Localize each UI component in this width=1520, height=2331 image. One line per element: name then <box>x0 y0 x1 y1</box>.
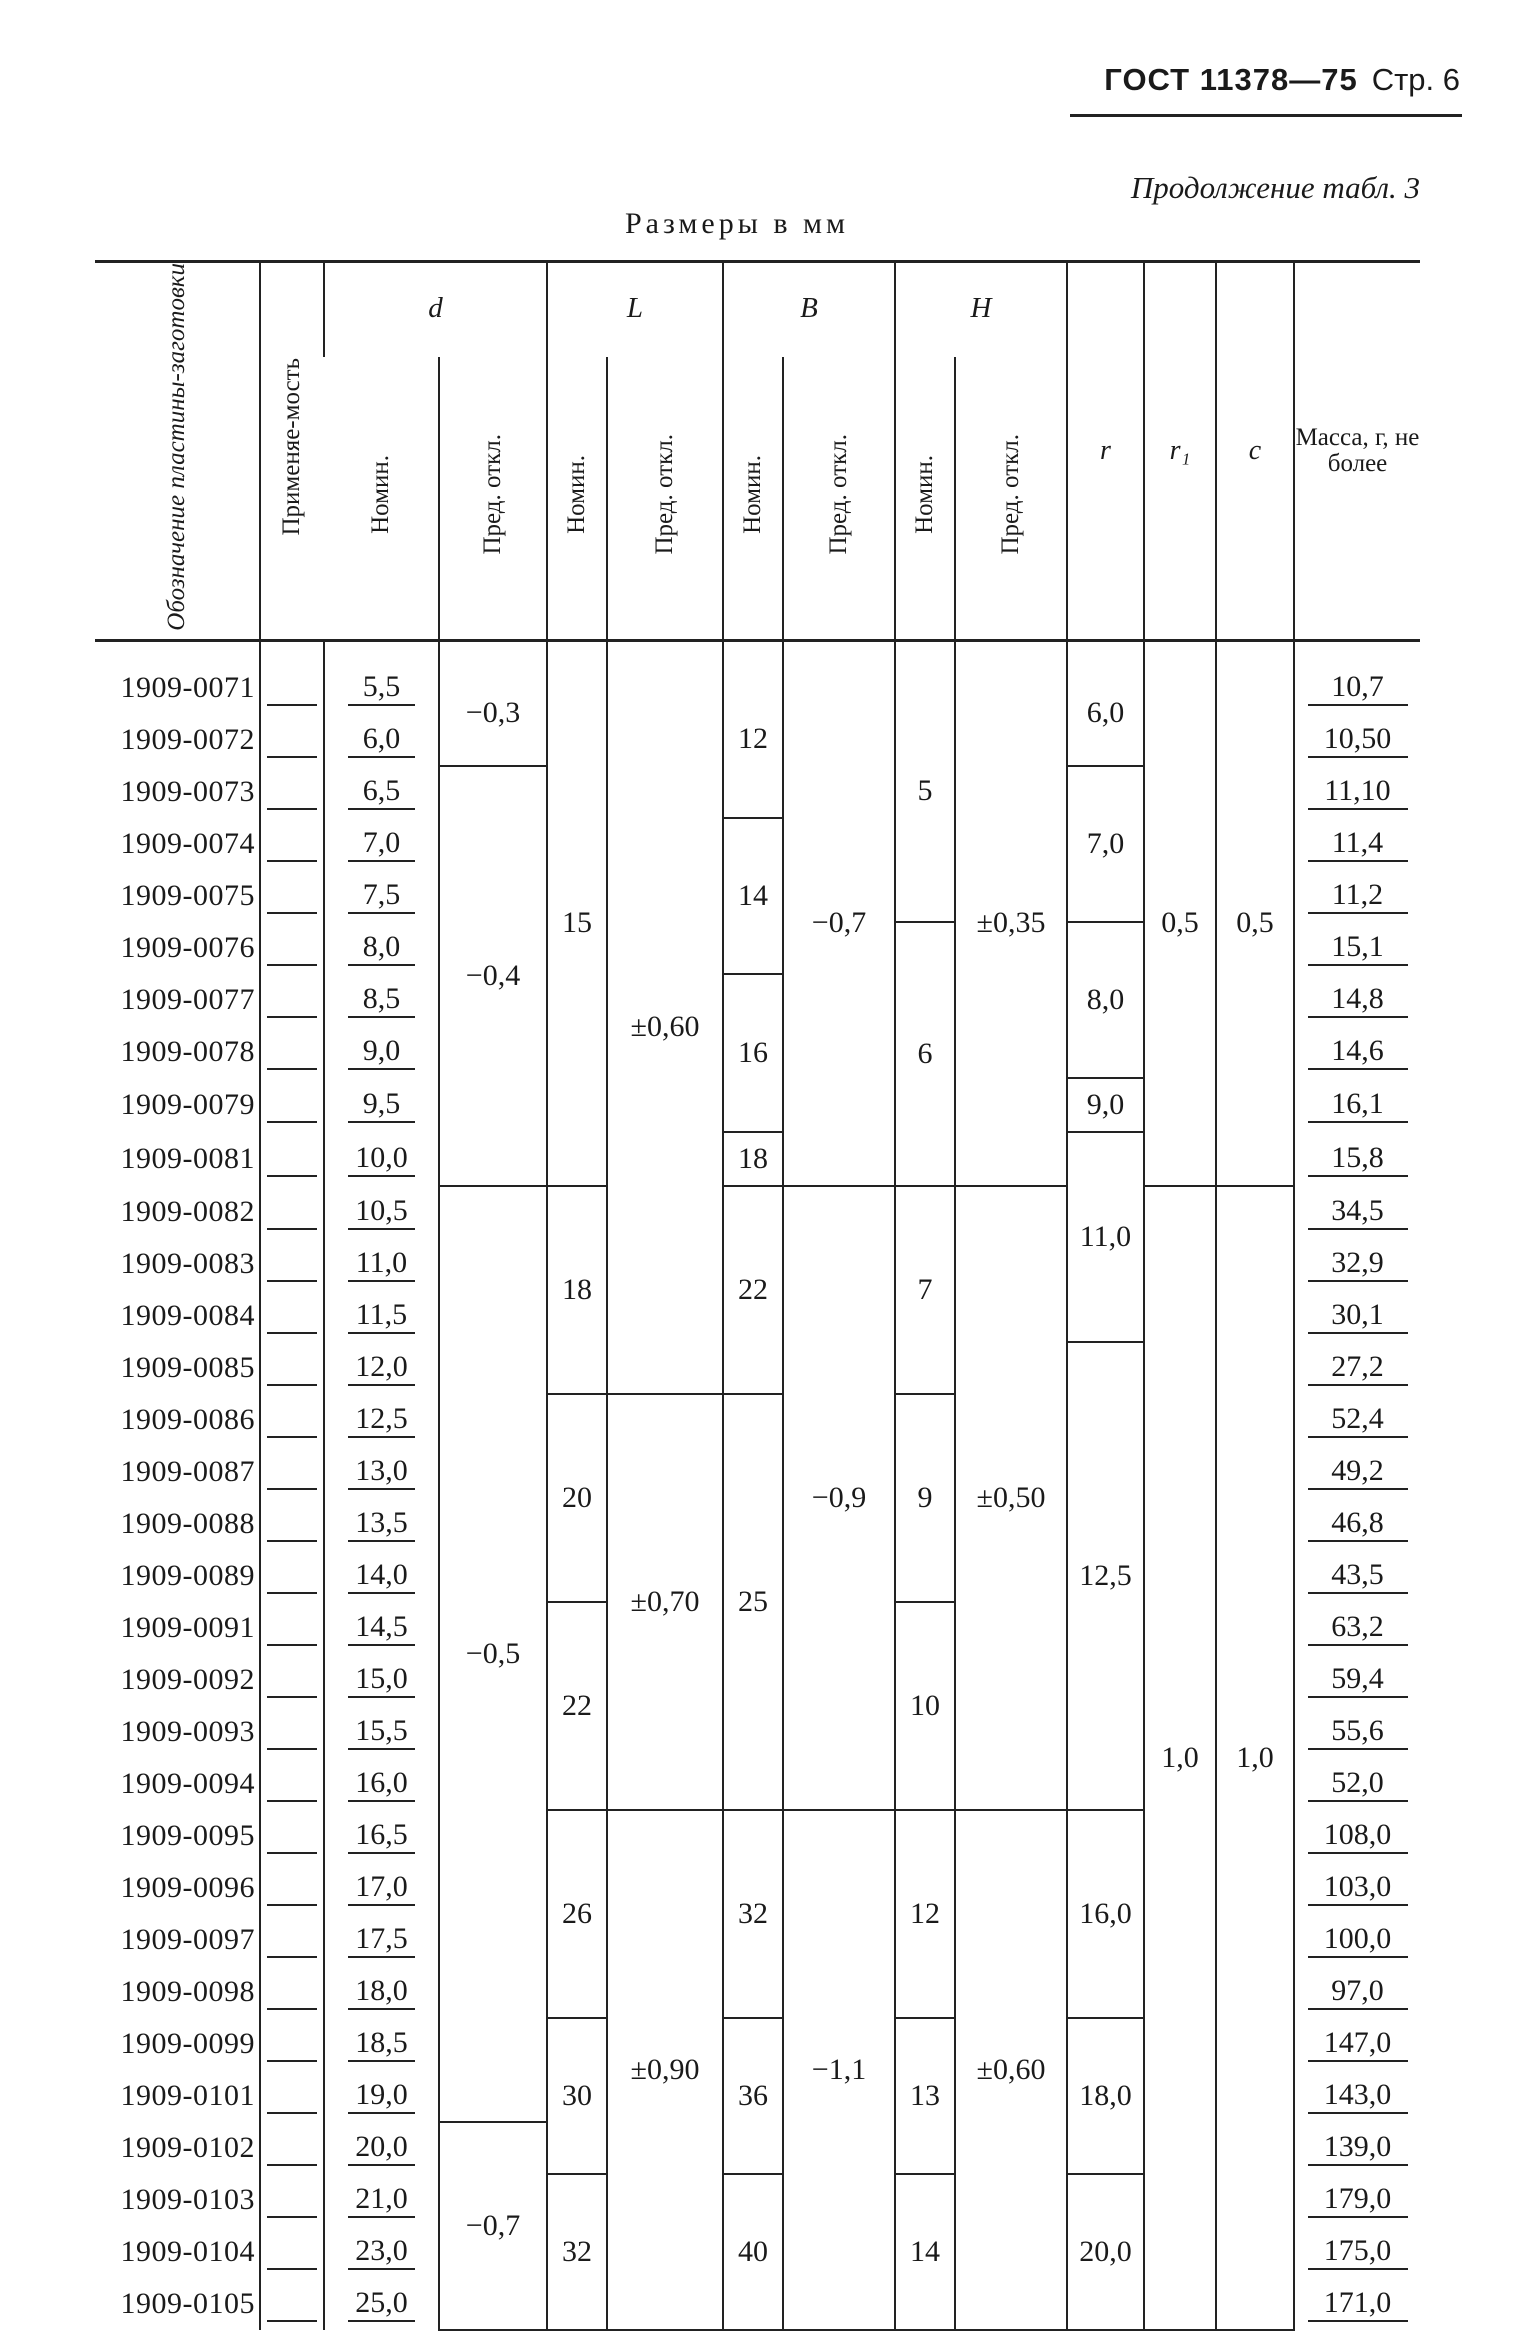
d-nominal-cell: 14,5 <box>324 1602 439 1654</box>
mass-cell: 175,0 <box>1294 2226 1420 2278</box>
d-nominal-cell: 20,0 <box>324 2122 439 2174</box>
applicability-cell <box>260 1026 324 1078</box>
applicability-cell <box>260 1654 324 1706</box>
mass-cell: 27,2 <box>1294 1342 1420 1394</box>
d-nominal-cell: 19,0 <box>324 2070 439 2122</box>
mass-cell: 11,10 <box>1294 766 1420 818</box>
units-caption: Размеры в мм <box>625 207 850 240</box>
mass-cell: 63,2 <box>1294 1602 1420 1654</box>
mass-cell: 59,4 <box>1294 1654 1420 1706</box>
col-L-header: L <box>547 262 723 358</box>
B-tol-cell: −1,1 <box>783 1810 895 2330</box>
mass-cell: 52,4 <box>1294 1394 1420 1446</box>
applicability-cell <box>260 1550 324 1602</box>
r-cell: 8,0 <box>1067 922 1144 1078</box>
mass-cell: 97,0 <box>1294 1966 1420 2018</box>
d-nominal-cell: 12,5 <box>324 1394 439 1446</box>
d-nominal-header: Номин. <box>324 357 439 640</box>
designation-cell: 1909-0104 <box>120 2234 255 2268</box>
d-nominal-cell: 18,5 <box>324 2018 439 2070</box>
col-H-header: H <box>895 262 1067 358</box>
d-nominal-cell: 6,0 <box>324 714 439 766</box>
r-cell: 12,5 <box>1067 1342 1144 1810</box>
designation-cell: 1909-0091 <box>120 1610 255 1644</box>
applicability-cell <box>260 714 324 766</box>
applicability-cell <box>260 1394 324 1446</box>
B-nom-cell: 25 <box>723 1394 783 1810</box>
mass-cell: 171,0 <box>1294 2278 1420 2330</box>
d-nominal-cell: 8,0 <box>324 922 439 974</box>
designation-cell: 1909-0085 <box>120 1350 255 1384</box>
applicability-cell <box>260 1966 324 2018</box>
d-nominal-cell: 17,0 <box>324 1862 439 1914</box>
header-rule <box>1070 114 1462 117</box>
r-cell: 9,0 <box>1067 1078 1144 1132</box>
applicability-cell <box>260 1810 324 1862</box>
designation-cell: 1909-0079 <box>120 1087 255 1121</box>
B-nom-cell: 14 <box>723 818 783 974</box>
L-nom-cell: 20 <box>547 1394 607 1602</box>
designation-cell: 1909-0084 <box>120 1298 255 1332</box>
designation-cell: 1909-0078 <box>120 1034 255 1068</box>
d-nominal-cell: 16,0 <box>324 1758 439 1810</box>
col-r1-header: r₁ <box>1144 262 1216 641</box>
H-nom-cell: 9 <box>895 1394 955 1602</box>
r-cell: 20,0 <box>1067 2174 1144 2330</box>
designation-cell: 1909-0105 <box>120 2286 255 2320</box>
B-nom-cell: 22 <box>723 1186 783 1394</box>
B-tolerance-header: Пред. откл. <box>783 357 895 640</box>
d-nominal-cell: 15,5 <box>324 1706 439 1758</box>
d-nominal-cell: 15,0 <box>324 1654 439 1706</box>
mass-cell: 15,1 <box>1294 922 1420 974</box>
mass-cell: 43,5 <box>1294 1550 1420 1602</box>
c-cell: 0,5 <box>1216 640 1294 1186</box>
L-tolerance-header: Пред. откл. <box>607 357 723 640</box>
applicability-cell <box>260 1078 324 1132</box>
d-nominal-cell: 10,0 <box>324 1132 439 1186</box>
r-cell: 7,0 <box>1067 766 1144 922</box>
d-nominal-cell: 5,5 <box>324 640 439 714</box>
document-code: ГОСТ 11378—75 <box>1104 62 1358 97</box>
d-nominal-cell: 11,0 <box>324 1238 439 1290</box>
applicability-cell <box>260 2018 324 2070</box>
B-nom-cell: 16 <box>723 974 783 1132</box>
B-nom-cell: 32 <box>723 1810 783 2018</box>
H-nom-cell: 5 <box>895 640 955 922</box>
L-nom-cell: 30 <box>547 2018 607 2174</box>
applicability-cell <box>260 2070 324 2122</box>
r-cell: 11,0 <box>1067 1132 1144 1342</box>
c-cell: 1,0 <box>1216 1186 1294 2330</box>
d-nominal-cell: 10,5 <box>324 1186 439 1238</box>
mass-cell: 10,50 <box>1294 714 1420 766</box>
L-nom-cell: 22 <box>547 1602 607 1810</box>
page-header <box>1104 62 1460 98</box>
r-cell: 6,0 <box>1067 640 1144 766</box>
mass-cell: 100,0 <box>1294 1914 1420 1966</box>
L-nominal-header: Номин. <box>547 357 607 640</box>
col-r-header: r <box>1067 262 1144 641</box>
table-row <box>95 640 1420 714</box>
col-mass-header: Масса, г, не более <box>1294 262 1420 641</box>
applicability-cell <box>260 922 324 974</box>
d-tol-cell: −0,5 <box>439 1186 547 2122</box>
d-nominal-cell: 7,5 <box>324 870 439 922</box>
d-nominal-cell: 12,0 <box>324 1342 439 1394</box>
d-nominal-cell: 9,5 <box>324 1078 439 1132</box>
H-nom-cell: 10 <box>895 1602 955 1810</box>
mass-cell: 10,7 <box>1294 640 1420 714</box>
mass-cell: 11,4 <box>1294 818 1420 870</box>
mass-cell: 143,0 <box>1294 2070 1420 2122</box>
L-tol-cell: ±0,90 <box>607 1810 723 2330</box>
applicability-cell <box>260 1498 324 1550</box>
designation-cell: 1909-0088 <box>120 1506 255 1540</box>
L-nom-cell: 18 <box>547 1186 607 1394</box>
page-number: Стр. 6 <box>1371 62 1460 97</box>
mass-cell: 49,2 <box>1294 1446 1420 1498</box>
d-nominal-cell: 11,5 <box>324 1290 439 1342</box>
col-designation-header: Обозначение пластины-заготовки <box>95 262 260 641</box>
mass-cell: 55,6 <box>1294 1706 1420 1758</box>
designation-cell: 1909-0089 <box>120 1558 255 1592</box>
d-nominal-cell: 25,0 <box>324 2278 439 2330</box>
B-nom-cell: 12 <box>723 640 783 818</box>
L-tol-cell: ±0,60 <box>607 640 723 1394</box>
mass-cell: 52,0 <box>1294 1758 1420 1810</box>
d-nominal-cell: 7,0 <box>324 818 439 870</box>
H-nom-cell: 12 <box>895 1810 955 2018</box>
designation-cell: 1909-0076 <box>120 930 255 964</box>
applicability-cell <box>260 766 324 818</box>
applicability-cell <box>260 1238 324 1290</box>
designation-cell: 1909-0101 <box>120 2078 255 2112</box>
L-tol-cell: ±0,70 <box>607 1394 723 1810</box>
mass-cell: 103,0 <box>1294 1862 1420 1914</box>
r1-cell: 1,0 <box>1144 1186 1216 2330</box>
d-nominal-cell: 21,0 <box>324 2174 439 2226</box>
mass-cell: 147,0 <box>1294 2018 1420 2070</box>
mass-cell: 11,2 <box>1294 870 1420 922</box>
applicability-cell <box>260 818 324 870</box>
applicability-cell <box>260 2122 324 2174</box>
d-nominal-cell: 8,5 <box>324 974 439 1026</box>
designation-cell: 1909-0083 <box>120 1246 255 1280</box>
d-tol-cell: −0,4 <box>439 766 547 1186</box>
d-nominal-cell: 9,0 <box>324 1026 439 1078</box>
applicability-cell <box>260 1290 324 1342</box>
d-nominal-cell: 14,0 <box>324 1550 439 1602</box>
designation-cell: 1909-0081 <box>120 1141 255 1175</box>
applicability-cell <box>260 1186 324 1238</box>
applicability-cell <box>260 1758 324 1810</box>
designation-cell: 1909-0094 <box>120 1766 255 1800</box>
applicability-cell <box>260 2226 324 2278</box>
applicability-cell <box>260 1132 324 1186</box>
H-tol-cell: ±0,50 <box>955 1186 1067 1810</box>
d-tol-cell: −0,3 <box>439 640 547 766</box>
designation-cell: 1909-0082 <box>120 1194 255 1228</box>
applicability-cell <box>260 974 324 1026</box>
col-B-header: B <box>723 262 895 358</box>
designation-cell: 1909-0077 <box>120 982 255 1016</box>
mass-cell: 16,1 <box>1294 1078 1420 1132</box>
r-cell: 18,0 <box>1067 2018 1144 2174</box>
designation-cell: 1909-0103 <box>120 2182 255 2216</box>
mass-cell: 179,0 <box>1294 2174 1420 2226</box>
d-nominal-cell: 13,0 <box>324 1446 439 1498</box>
d-nominal-cell: 16,5 <box>324 1810 439 1862</box>
designation-cell: 1909-0072 <box>120 722 255 756</box>
H-nom-cell: 7 <box>895 1186 955 1394</box>
d-nominal-cell: 13,5 <box>324 1498 439 1550</box>
B-nom-cell: 36 <box>723 2018 783 2174</box>
col-c-header: c <box>1216 262 1294 641</box>
applicability-cell <box>260 640 324 714</box>
H-tolerance-header: Пред. откл. <box>955 357 1067 640</box>
designation-cell: 1909-0098 <box>120 1974 255 2008</box>
L-nom-cell: 15 <box>547 640 607 1186</box>
mass-cell: 14,6 <box>1294 1026 1420 1078</box>
designation-cell: 1909-0099 <box>120 2026 255 2060</box>
designation-cell: 1909-0086 <box>120 1402 255 1436</box>
d-tol-cell: −0,7 <box>439 2122 547 2330</box>
H-nom-cell: 14 <box>895 2174 955 2330</box>
mass-cell: 15,8 <box>1294 1132 1420 1186</box>
designation-cell: 1909-0074 <box>120 826 255 860</box>
d-nominal-cell: 23,0 <box>324 2226 439 2278</box>
designation-cell: 1909-0095 <box>120 1818 255 1852</box>
d-nominal-cell: 17,5 <box>324 1914 439 1966</box>
H-tol-cell: ±0,35 <box>955 640 1067 1186</box>
mass-cell: 14,8 <box>1294 974 1420 1026</box>
applicability-cell <box>260 1914 324 1966</box>
applicability-cell <box>260 1342 324 1394</box>
designation-cell: 1909-0087 <box>120 1454 255 1488</box>
H-nominal-header: Номин. <box>895 357 955 640</box>
applicability-cell <box>260 2174 324 2226</box>
B-nom-cell: 40 <box>723 2174 783 2330</box>
mass-cell: 108,0 <box>1294 1810 1420 1862</box>
designation-cell: 1909-0093 <box>120 1714 255 1748</box>
applicability-cell <box>260 870 324 922</box>
L-nom-cell: 26 <box>547 1810 607 2018</box>
d-nominal-cell: 18,0 <box>324 1966 439 2018</box>
B-tol-cell: −0,9 <box>783 1186 895 1810</box>
mass-cell: 32,9 <box>1294 1238 1420 1290</box>
applicability-cell <box>260 1446 324 1498</box>
r-cell: 16,0 <box>1067 1810 1144 2018</box>
designation-cell: 1909-0092 <box>120 1662 255 1696</box>
applicability-cell <box>260 1862 324 1914</box>
col-applicability-header: Применяе-мость <box>260 262 324 641</box>
designation-cell: 1909-0102 <box>120 2130 255 2164</box>
d-tolerance-header: Пред. откл. <box>439 357 547 640</box>
mass-cell: 34,5 <box>1294 1186 1420 1238</box>
B-tol-cell: −0,7 <box>783 640 895 1186</box>
L-nom-cell: 32 <box>547 2174 607 2330</box>
mass-cell: 30,1 <box>1294 1290 1420 1342</box>
H-tol-cell: ±0,60 <box>955 1810 1067 2330</box>
col-d-header: d <box>324 262 547 358</box>
mass-cell: 139,0 <box>1294 2122 1420 2174</box>
table-continuation-label: Продолжение табл. 3 <box>1130 170 1420 205</box>
dimensions-table <box>95 260 1420 2331</box>
mass-cell: 46,8 <box>1294 1498 1420 1550</box>
H-nom-cell: 6 <box>895 922 955 1186</box>
designation-cell: 1909-0097 <box>120 1922 255 1956</box>
d-nominal-cell: 6,5 <box>324 766 439 818</box>
table-body <box>95 640 1420 2330</box>
H-nom-cell: 13 <box>895 2018 955 2174</box>
applicability-cell <box>260 1602 324 1654</box>
designation-cell: 1909-0071 <box>120 670 255 704</box>
applicability-cell <box>260 1706 324 1758</box>
B-nom-cell: 18 <box>723 1132 783 1186</box>
designation-cell: 1909-0075 <box>120 878 255 912</box>
designation-cell: 1909-0073 <box>120 774 255 808</box>
designation-cell: 1909-0096 <box>120 1870 255 1904</box>
r1-cell: 0,5 <box>1144 640 1216 1186</box>
B-nominal-header: Номин. <box>723 357 783 640</box>
table-row <box>95 1186 1420 1238</box>
